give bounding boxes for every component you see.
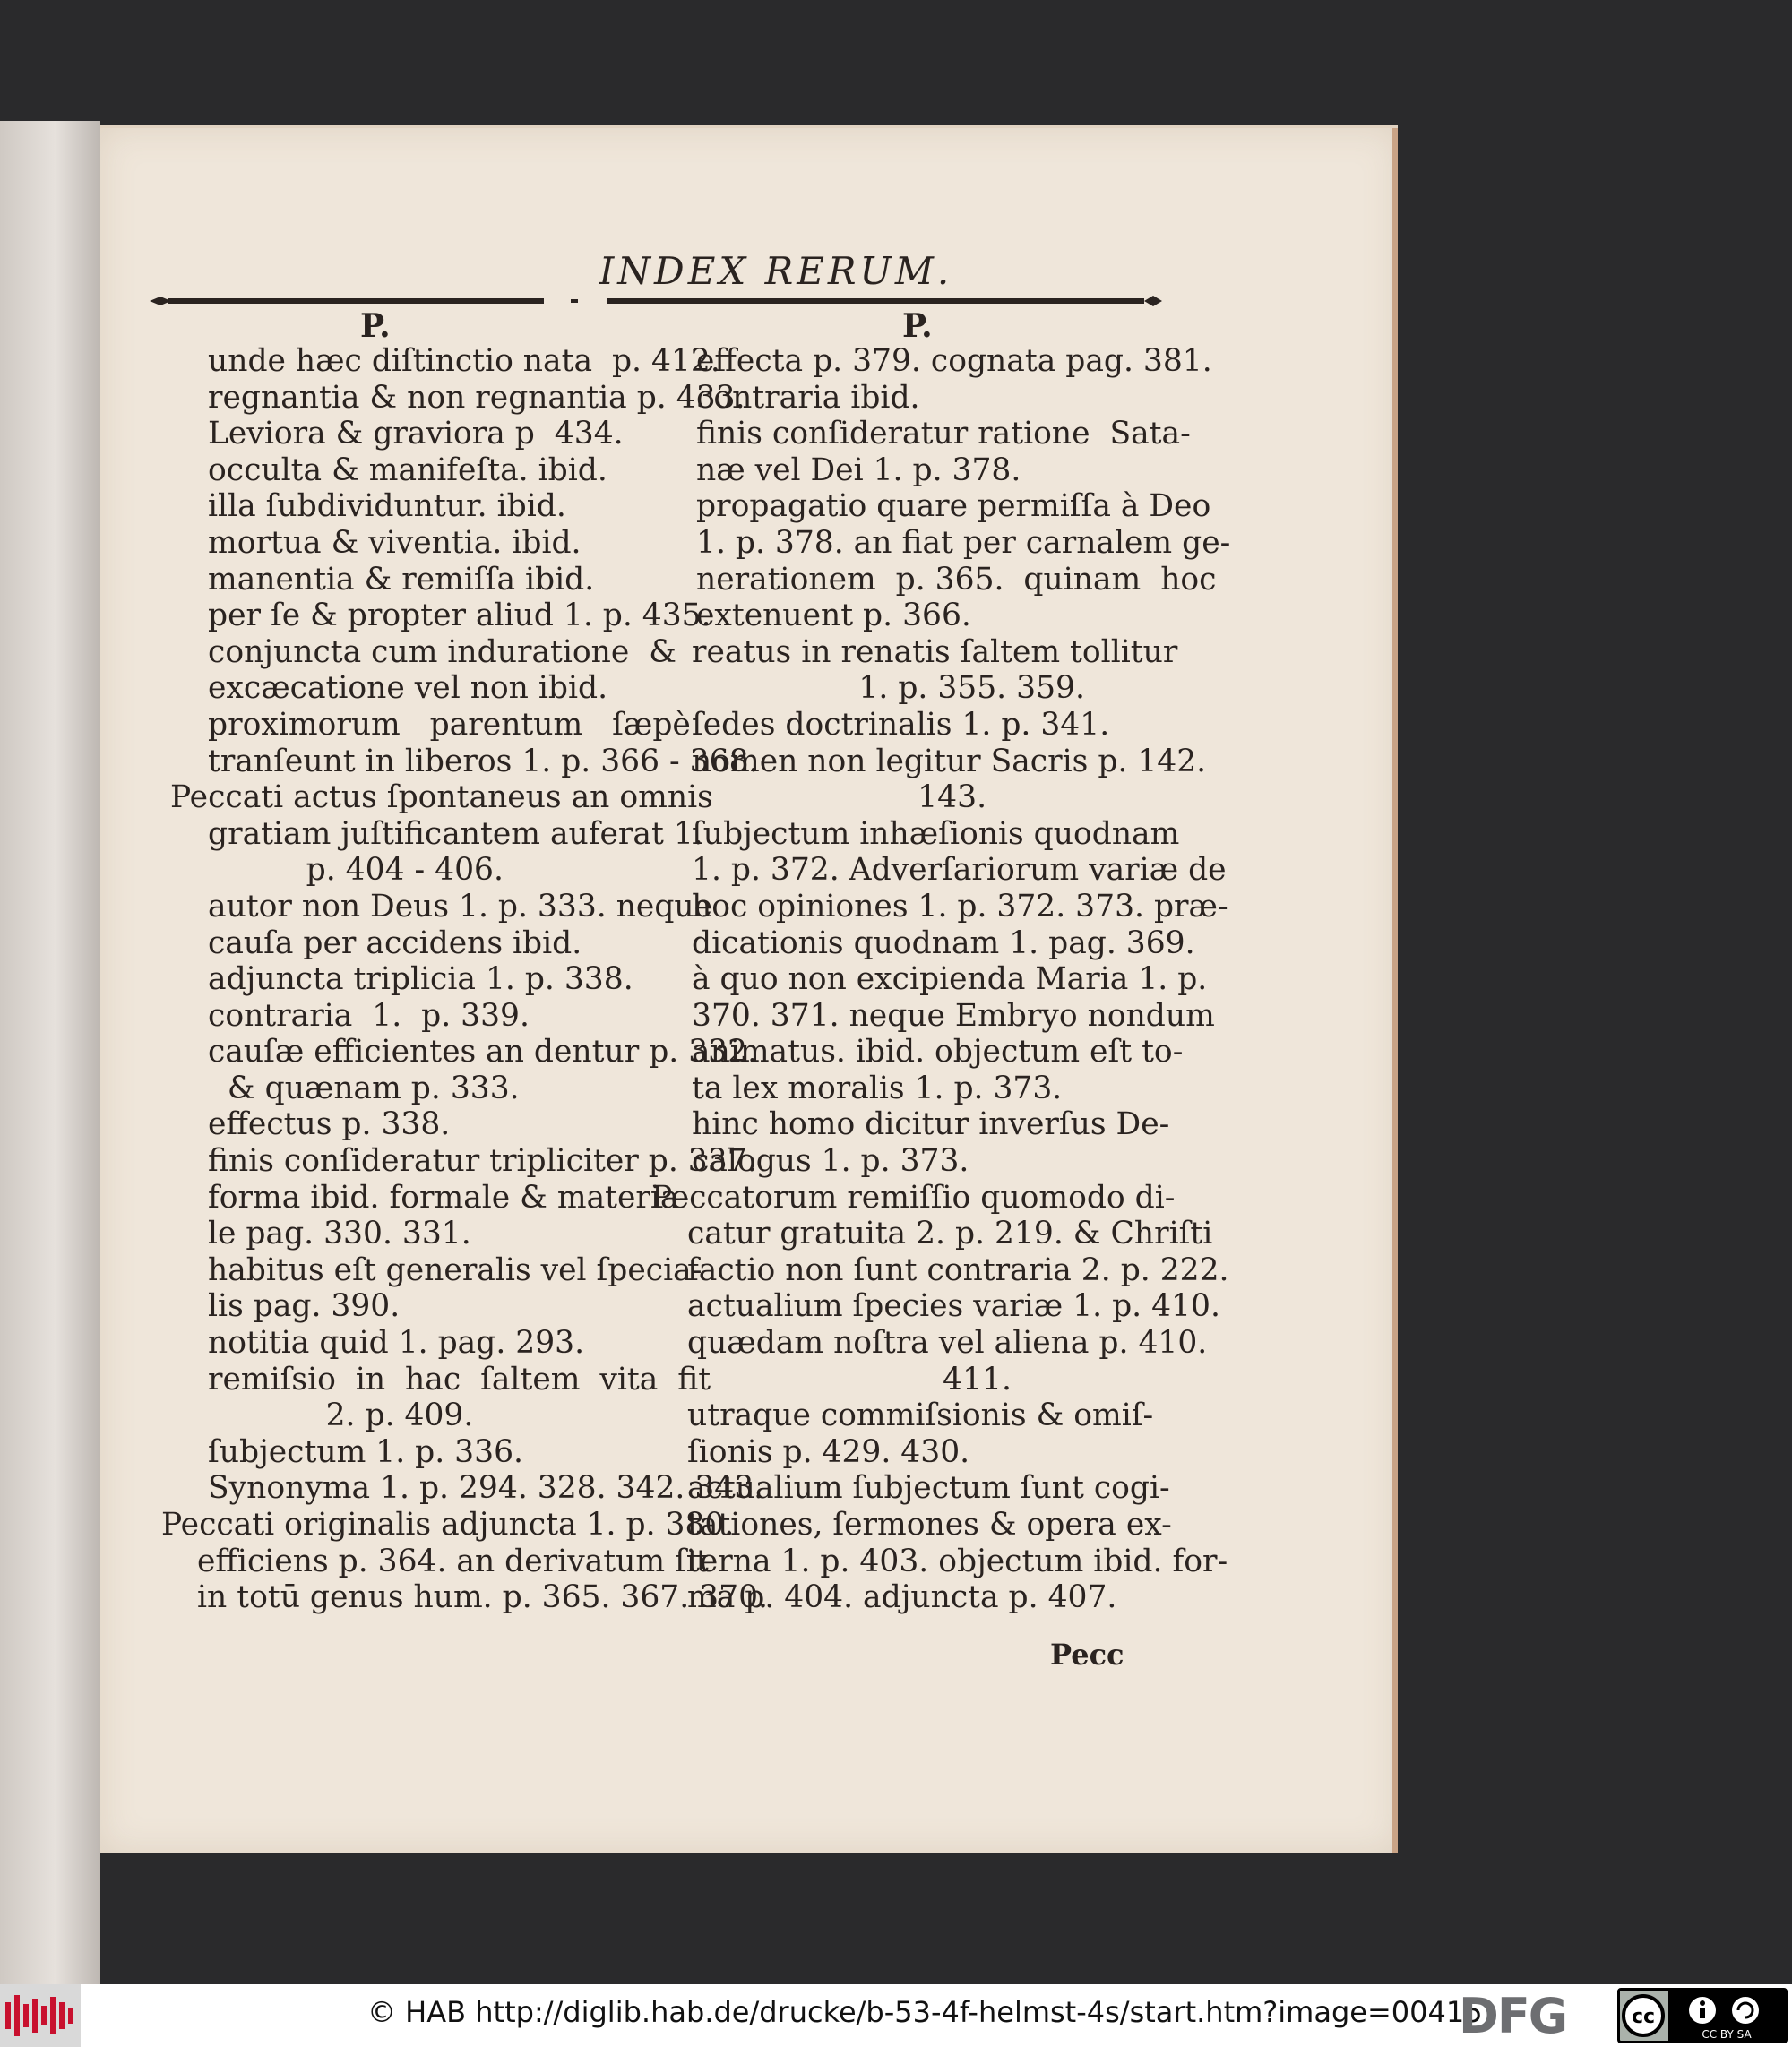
index-entry: actualium ſubjectum ſunt cogi-: [687, 1470, 1170, 1507]
index-entry: Synonyma 1. p. 294. 328. 342. 343.: [208, 1470, 764, 1507]
index-entry: ta lex moralis 1. p. 373.: [692, 1070, 1063, 1106]
index-entry: à quo non excipienda Maria 1. p.: [692, 961, 1208, 998]
index-entry: quædam noſtra vel aliena p. 410.: [687, 1325, 1208, 1362]
right-column-letter: P.: [902, 307, 933, 345]
index-entry: mortua & viventia. ibid.: [208, 524, 582, 561]
index-entry: reatus in renatis ſaltem tollitur: [692, 633, 1178, 670]
index-entry: Leviora & graviora p 434.: [208, 416, 624, 452]
index-entry: næ vel Dei 1. p. 378.: [696, 452, 1021, 488]
index-entry: actualium ſpecies variæ 1. p. 410.: [687, 1288, 1220, 1325]
index-entry: utraque commiſsionis & omiſ-: [687, 1398, 1154, 1434]
index-entry: lis pag. 390.: [208, 1288, 401, 1325]
svg-text:CC BY SA: CC BY SA: [1702, 2028, 1752, 2041]
index-entry: in totū genus hum. p. 365. 367. 370.: [197, 1579, 769, 1616]
index-entry: 2. p. 409.: [208, 1398, 474, 1434]
index-entry: ſubjectum inhæſionis quodnam: [692, 815, 1180, 852]
index-entry: dicationis quodnam 1. pag. 369.: [692, 925, 1195, 961]
cc-license-badge[interactable]: [1617, 1988, 1788, 2043]
left-column-letter: P.: [360, 307, 391, 345]
index-entry: propagatio quare permiſſa à Deo: [696, 488, 1211, 525]
index-entry: notitia quid 1. pag. 293.: [208, 1325, 585, 1362]
index-entry: regnantia & non regnantia p. 433.: [208, 379, 745, 416]
catchword: Pecc: [1050, 1638, 1124, 1672]
index-entry: contraria ibid.: [696, 379, 920, 416]
index-entry: tranſeunt in liberos 1. p. 366 - 368.: [208, 743, 759, 779]
index-entry: p. 404 - 406.: [208, 852, 504, 889]
index-entry: calogus 1. p. 373.: [692, 1143, 969, 1180]
index-entry: excæcatione vel non ibid.: [208, 670, 608, 707]
page-header: INDEX RERUM.: [599, 249, 953, 293]
index-entry: autor non Deus 1. p. 333. neque: [208, 888, 713, 925]
right-column: [642, 343, 1231, 1616]
index-entry: habitus eſt generalis vel ſpecia-: [208, 1251, 702, 1288]
index-entry: hoc opiniones 1. p. 372. 373. præ-: [692, 888, 1228, 925]
index-entry: efficiens p. 364. an derivatum ſit: [197, 1543, 709, 1579]
index-entry: hinc homo dicitur inverſus De-: [692, 1106, 1170, 1143]
index-entry: forma ibid. formale & materia-: [208, 1179, 690, 1216]
cc-by-sa-icon: [1620, 1991, 1785, 2041]
previous-page-edge: [0, 121, 100, 1984]
footer-bar: [0, 1984, 1792, 2047]
svg-text:cc: cc: [1631, 2006, 1656, 2028]
index-entry: cauſa per accidens ibid.: [208, 925, 582, 961]
index-entry: terna 1. p. 403. objectum ibid. for-: [687, 1543, 1228, 1579]
index-entry: 370. 371. neque Embryo nondum: [692, 997, 1215, 1034]
barcode-icon: [5, 1995, 75, 2036]
index-entry: 1. p. 372. Adverſariorum variæ de: [692, 852, 1227, 889]
index-entry: ſionis p. 429. 430.: [687, 1433, 970, 1470]
index-entry: finis conſideratur ratione Sata-: [696, 416, 1191, 452]
index-entry: 1. p. 355. 359.: [692, 670, 1085, 707]
index-heading: Peccati actus ſpontaneus an omnis: [170, 779, 713, 816]
index-entry: unde hæc diſtinctio nata p. 412.: [208, 343, 720, 379]
index-entry: effecta p. 379. cognata pag. 381.: [696, 343, 1212, 379]
hab-logo: [0, 1984, 81, 2047]
header-rule: [150, 294, 1162, 308]
index-entry: animatus. ibid. objectum eſt to-: [692, 1034, 1184, 1071]
index-entry: remiſsio in hac ſaltem vita fit: [208, 1361, 711, 1398]
index-entry: per ſe & propter aliud 1. p. 435.: [208, 598, 711, 634]
index-entry: conjuncta cum induratione &: [208, 633, 676, 670]
index-entry: finis conſideratur tripliciter p. 337.: [208, 1143, 757, 1180]
index-entry: effectus p. 338.: [208, 1106, 451, 1143]
index-entry: catur gratuita 2. p. 219. & Chriſti: [687, 1216, 1213, 1252]
index-heading: Peccati originalis adjuncta 1. p. 380.: [161, 1507, 735, 1543]
index-entry: cauſæ efficientes an dentur p. 332.: [208, 1034, 758, 1071]
index-entry: factio non ſunt contraria 2. p. 222.: [687, 1251, 1229, 1288]
index-entry: adjuncta triplicia 1. p. 338.: [208, 961, 633, 998]
index-heading: Peccatorum remiſſio quomodo di-: [651, 1179, 1176, 1216]
index-entry: le pag. 330. 331.: [208, 1216, 471, 1252]
book-page: [100, 125, 1398, 1853]
footer-link[interactable]: © HAB http://diglib.hab.de/drucke/b-53-4f-helmst-4s/start.htm?image=00415: [367, 1995, 1483, 2029]
index-entry: & quænam p. 333.: [208, 1070, 520, 1106]
index-entry: extenuent p. 366.: [696, 598, 971, 634]
index-entry: tationes, ſermones & opera ex-: [687, 1507, 1172, 1543]
index-entry: ma p. 404. adjuncta p. 407.: [687, 1579, 1117, 1616]
index-entry: contraria 1. p. 339.: [208, 997, 530, 1034]
index-entry: 411.: [687, 1361, 1012, 1398]
index-entry: nomen non legitur Sacris p. 142.: [692, 743, 1207, 779]
index-entry: gratiam juſtificantem auferat 1.: [208, 815, 703, 852]
index-entry: manentia & remiſſa ibid.: [208, 561, 595, 598]
left-column: [127, 343, 769, 1616]
index-entry: proximorum parentum ſæpè: [208, 706, 691, 743]
index-entry: 143.: [692, 779, 987, 816]
index-entry: illa ſubdividuntur. ibid.: [208, 488, 566, 525]
index-entry: 1. p. 378. an fiat per carnalem ge-: [696, 524, 1231, 561]
index-entry: nerationem p. 365. quinam hoc: [696, 561, 1217, 598]
index-entry: ſedes doctrinalis 1. p. 341.: [692, 706, 1110, 743]
index-entry: ſubjectum 1. p. 336.: [208, 1433, 523, 1470]
index-entry: occulta & manifeſta. ibid.: [208, 452, 607, 488]
dfg-logo: DFG: [1459, 1988, 1567, 2044]
